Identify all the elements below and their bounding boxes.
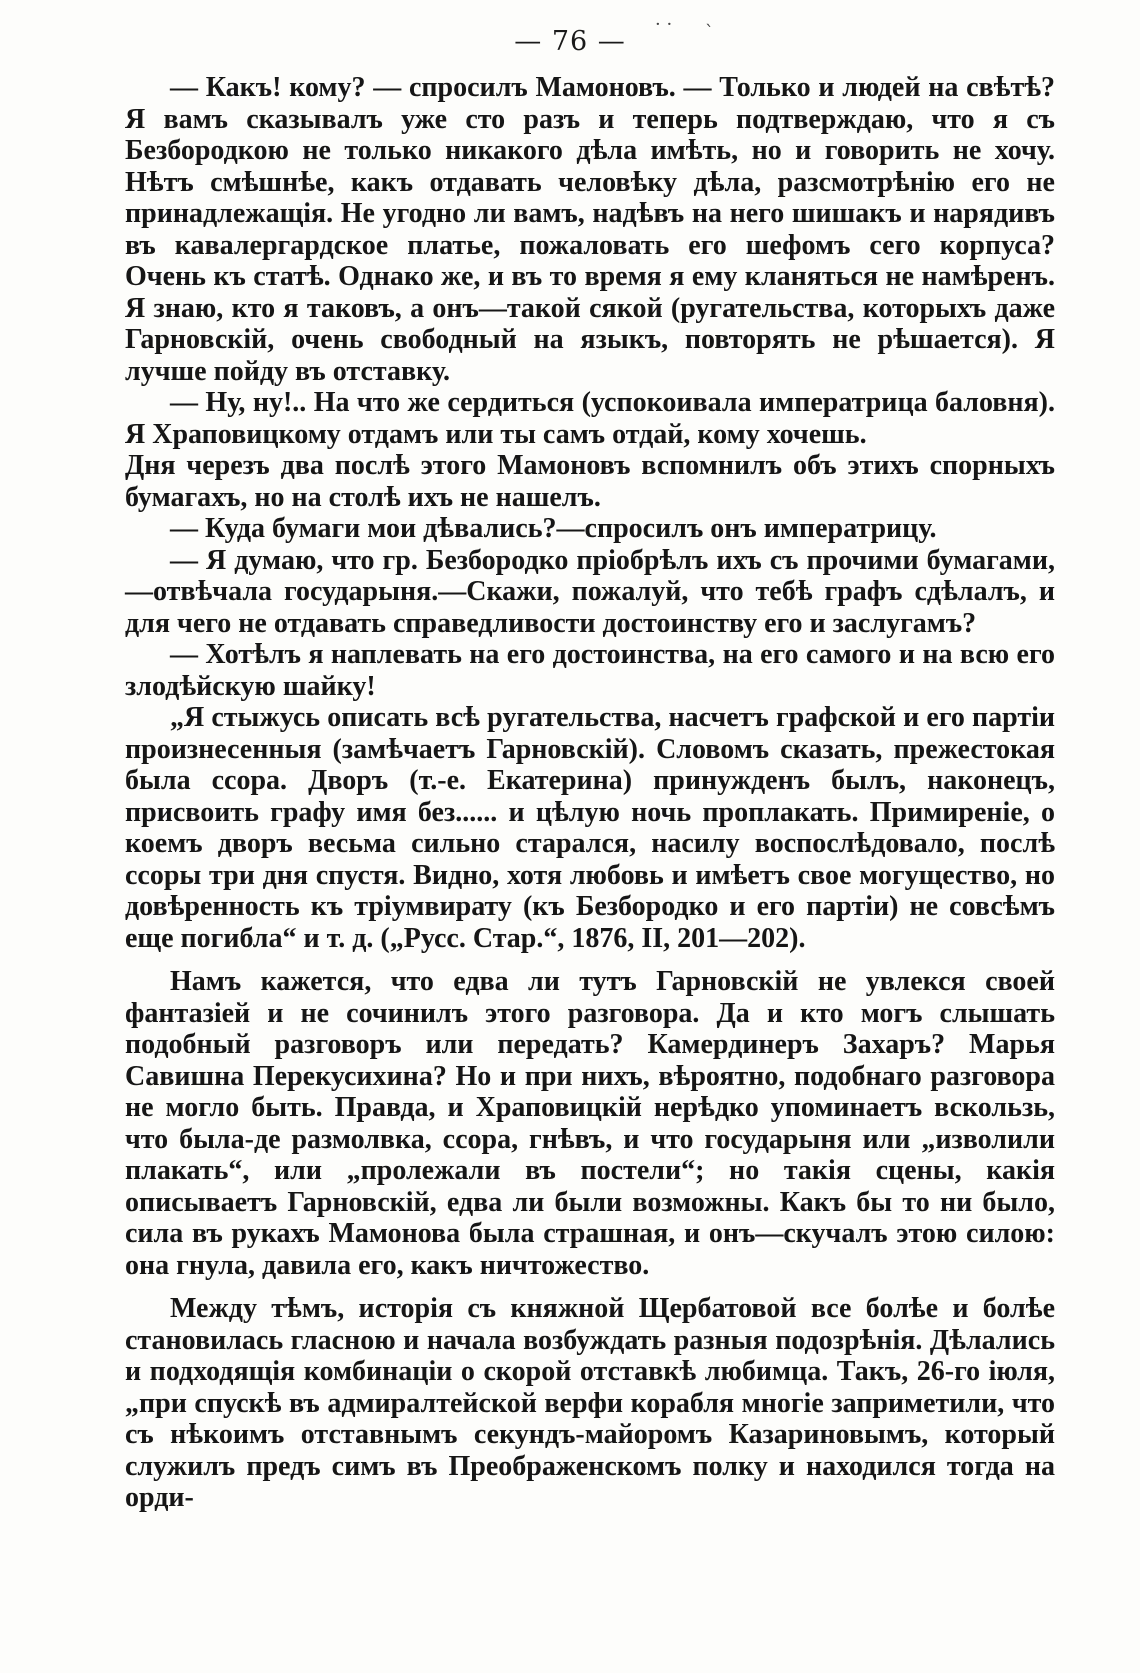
top-right-tick-mark: ˋ: [705, 22, 714, 43]
text-body: [125, 72, 1055, 1514]
paragraph-3: Дня черезъ два послѣ этого Мамоновъ вспомнилъ объ этихъ спорныхъ бумагахъ, но на столѣ ихъ не нашелъ.: [125, 450, 1055, 513]
paragraph-9: Между тѣмъ, исторія съ княжной Щербатовой все болѣе и болѣе становилась гласною и начала возбуждать разныя подозрѣнія. Дѣлались и подходящія комбинаціи о скорой отставкѣ любимца. Такъ, 26-го іюля, „при спускѣ въ адмиралтейской верфи корабля многіе заприметили, что съ нѣкоимъ отставнымъ секундъ-майоромъ Казариновымъ, который служилъ предъ симъ въ Преображенскомъ полку и находился тогда на орди-: [125, 1293, 1055, 1513]
paragraph-2: — Ну, ну!.. На что же сердиться (успокоивала императрица баловня). Я Храповицкому отдамъ или ты самъ отдай, кому хочешь.: [125, 387, 1055, 450]
paragraph-1: — Какъ! кому? — спросилъ Мамоновъ. — Только и людей на свѣтѣ? Я вамъ сказывалъ уже сто разъ и теперь подтверждаю, что я съ Безбородкою не только никакого дѣла имѣть, но и говорить не хочу. Нѣтъ смѣшнѣе, какъ отдавать человѣку дѣла, разсмотрѣнію его не принадлежащія. Не угодно ли вамъ, надѣвъ на него шишакъ и нарядивъ въ кавалергардское платье, пожаловать его шефомъ сего корпуса? Очень къ статѣ. Однако же, и въ то время я ему кланяться не намѣренъ. Я знаю, кто я таковъ, а онъ—такой сякой (ругательства, которыхъ даже Гарновскій, очень свободный на языкъ, повторять не рѣшается). Я лучше пойду въ отставку.: [125, 72, 1055, 387]
page-number: — 76 —: [514, 26, 626, 57]
paragraph-6: — Хотѣлъ я наплевать на его достоинства, на его самого и на всю его злодѣйскую шайку!: [125, 639, 1055, 702]
paragraph-8: Намъ кажется, что едва ли тутъ Гарновскій не увлекся своей фантазіей и не сочинилъ этого разговора. Да и кто могъ слышать подобный разговоръ или передать? Камердинеръ Захаръ? Марья Савишна Перекусихина? Но и при нихъ, вѣроятно, подобнаго разговора не могло быть. Правда, и Храповицкій нерѣдко упоминаетъ вскользь, что была-де размолвка, ссора, гнѣвъ, и что государыня или „изволили плакать“, или „пролежали въ постели“; но такія сцены, какія описываетъ Гарновскій, едва ли были возможны. Какъ бы то ни было, сила въ рукахъ Мамонова была страшная, и онъ—скучалъ этою силою: она гнула, давила его, какъ ничтожество.: [125, 966, 1055, 1281]
top-right-dots-mark: · ·: [655, 14, 673, 35]
paragraph-4: — Куда бумаги мои дѣвались?—спросилъ онъ императрицу.: [170, 513, 937, 544]
paragraph-5: — Я думаю, что гр. Безбородко пріобрѣлъ ихъ съ прочими бумагами,—отвѣчала государыня.—Скажи, пожалуй, что тебѣ графъ сдѣлалъ, и для чего не отдавать справедливости достоинству его и заслугамъ?: [125, 544, 1055, 639]
paragraph-7: „Я стыжусь описать всѣ ругательства, насчетъ графской и его партіи произнесенныя (замѣчаетъ Гарновскій). Словомъ сказать, прежестокая была ссора. Дворъ (т.-е. Екатерина) принужденъ былъ, наконецъ, присвоить графу имя без...... и цѣлую ночь проплакать. Примиреніе, о коемъ дворъ весьма сильно старался, насилу воспослѣдовало, послѣ ссоры три дня спустя. Видно, хотя любовь и имѣетъ свое могущество, но довѣренность къ тріумвирату (къ Безбородко и его партіи) не совсѣмъ еще погибла“ и т. д. („Русс. Стар.“, 1876, II, 201—202).: [125, 702, 1055, 954]
